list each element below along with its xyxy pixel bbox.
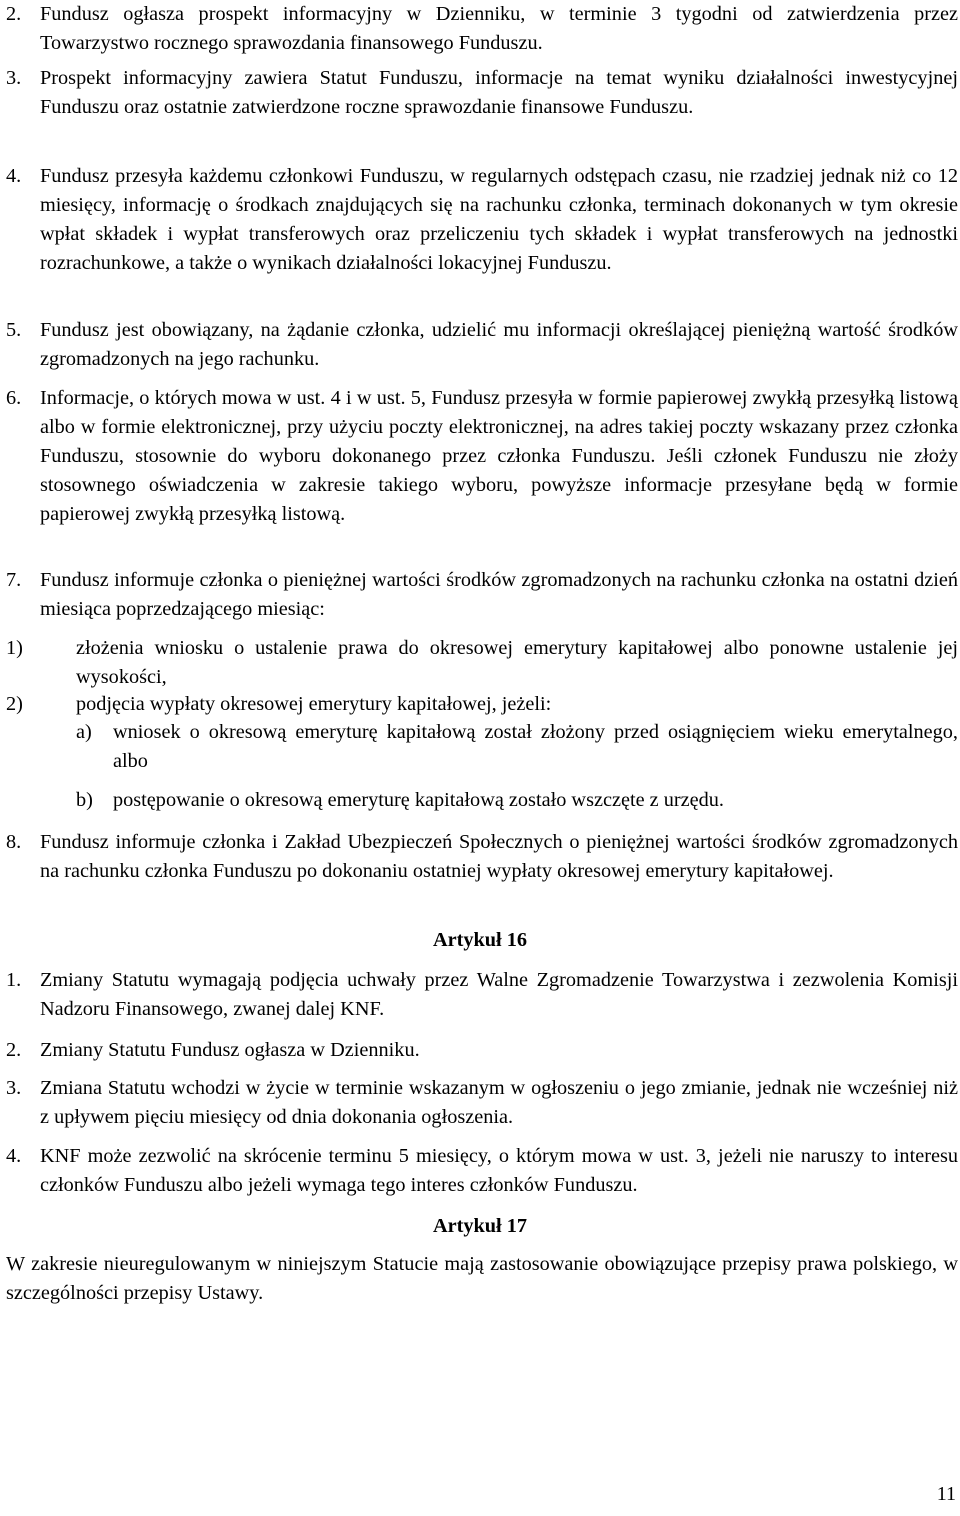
item-number: 2. [6,3,22,25]
item-text: Zmiany Statutu wymagają podjęcia uchwały przez Walne Zgromadzenie Towarzystwa i zezwolenia Komisji Nadzoru Finansowego, zwanej dalej KNF. [40,969,958,1020]
item-number: 2. [6,1039,22,1061]
letter-text: postępowanie o okresową emeryturę kapitałową zostało wszczęte z urzędu. [113,789,725,811]
item-number: 3. [6,67,22,89]
item-number: 4. [6,165,22,187]
item-text: Fundusz jest obowiązany, na żądanie członka, udzielić mu informacji określającej pieniężną wartość środków zgromadzonych na jego rachunku. [40,319,958,370]
item7-point-1 [6,634,958,692]
article-17-heading: Artykuł 17 [432,1215,528,1237]
item7-point-2 [6,690,958,719]
article16-item-1 [6,966,958,1024]
paragraph-item-3 [6,64,958,122]
item-number: 3. [6,1077,22,1099]
article16-item-3 [6,1074,958,1132]
item-number: 5. [6,319,22,341]
item7-letter-a [76,718,958,776]
item-number: 8. [6,831,22,853]
letter-number: b) [76,789,93,811]
item-text: Zmiany Statutu Fundusz ogłasza w Dzienniku. [40,1039,420,1061]
page-number: 11 [936,1483,956,1505]
point-number: 2) [6,693,23,715]
paragraph-item-6 [6,384,958,529]
item-number: 7. [6,569,22,591]
article-17-text: W zakresie nieuregulowanym w niniejszym Statucie mają zastosowanie obowiązujące przepisy prawa polskiego, w szczególności przepisy Ustawy. [6,1253,958,1304]
article16-item-4 [6,1142,958,1200]
letter-number: a) [76,721,92,743]
article16-item-2 [6,1036,958,1065]
paragraph-item-4 [6,162,958,278]
item7-letter-b [76,786,958,815]
item-text: KNF może zezwolić na skrócenie terminu 5 miesięcy, o którym mowa w ust. 3, jeżeli nie naruszy to interesu członków Funduszu albo jeżeli wymaga tego interes członków Funduszu. [40,1145,958,1196]
point-number: 1) [6,637,23,659]
item-text: Fundusz informuje członka i Zakład Ubezpieczeń Społecznych o pieniężnej wartości środków zgromadzonych na rachunku członka Funduszu po dokonaniu ostatniej wypłaty okresowej emerytury kapitałowej. [40,831,958,882]
item-text: Informacje, o których mowa w ust. 4 i w ust. 5, Fundusz przesyła w formie papierowej zwykłą przesyłką listową albo w formie elektronicznej, przy użyciu poczty elektronicznej, na adres takiej poczty wskazany przez członka Funduszu, stosownie do wyboru dokonanego przez członka Funduszu. Jeśli członek Funduszu nie złoży stosownego oświadczenia w zakresie takiego wyboru, powyższe informacje przesyłane będą w formie papierowej zwykłą przesyłką listową. [40,387,958,525]
item-text: Fundusz informuje członka o pieniężnej wartości środków zgromadzonych na rachunku członka na ostatni dzień miesiąca poprzedzającego miesiąc: [40,569,958,620]
paragraph-item-8 [6,828,958,886]
paragraph-item-5 [6,316,958,374]
item-text: Fundusz przesyła każdemu członkowi Funduszu, w regularnych odstępach czasu, nie rzadziej jednak niż co 12 miesięcy, informację o środkach znajdujących się na rachunku członka, terminach dokonanych w tym okresie wpłat składek i wypłat transferowych oraz przeliczeniu tych składek i wypłat transferowych na jednostki rozrachunkowe, a także o wynikach działalności lokacyjnej Funduszu. [40,165,958,274]
point-text: złożenia wniosku o ustalenie prawa do okresowej emerytury kapitałowej albo ponowne ustalenie jej wysokości, [76,637,958,688]
item-number: 4. [6,1145,22,1167]
article-16-heading: Artykuł 16 [432,929,528,951]
point-text: podjęcia wypłaty okresowej emerytury kapitałowej, jeżeli: [76,693,552,715]
item-number: 6. [6,387,22,409]
item-text: Fundusz ogłasza prospekt informacyjny w Dzienniku, w terminie 3 tygodni od zatwierdzenia przez Towarzystwo rocznego sprawozdania finansowego Funduszu. [40,3,958,54]
item-text: Zmiana Statutu wchodzi w życie w terminie wskazanym w ogłoszeniu o jego zmianie, jednak nie wcześniej niż z upływem pięciu miesięcy od dnia dokonania ogłoszenia. [40,1077,958,1128]
paragraph-item-7 [6,566,958,624]
item-text: Prospekt informacyjny zawiera Statut Funduszu, informacje na temat wyniku działalności inwestycyjnej Funduszu oraz ostatnie zatwierdzone roczne sprawozdanie finansowe Funduszu. [40,67,958,118]
item-number: 1. [6,969,22,991]
paragraph-item-2 [6,0,958,58]
letter-text: wniosek o okresową emeryturę kapitałową został złożony przed osiągnięciem wieku emerytalnego, albo [113,721,958,772]
